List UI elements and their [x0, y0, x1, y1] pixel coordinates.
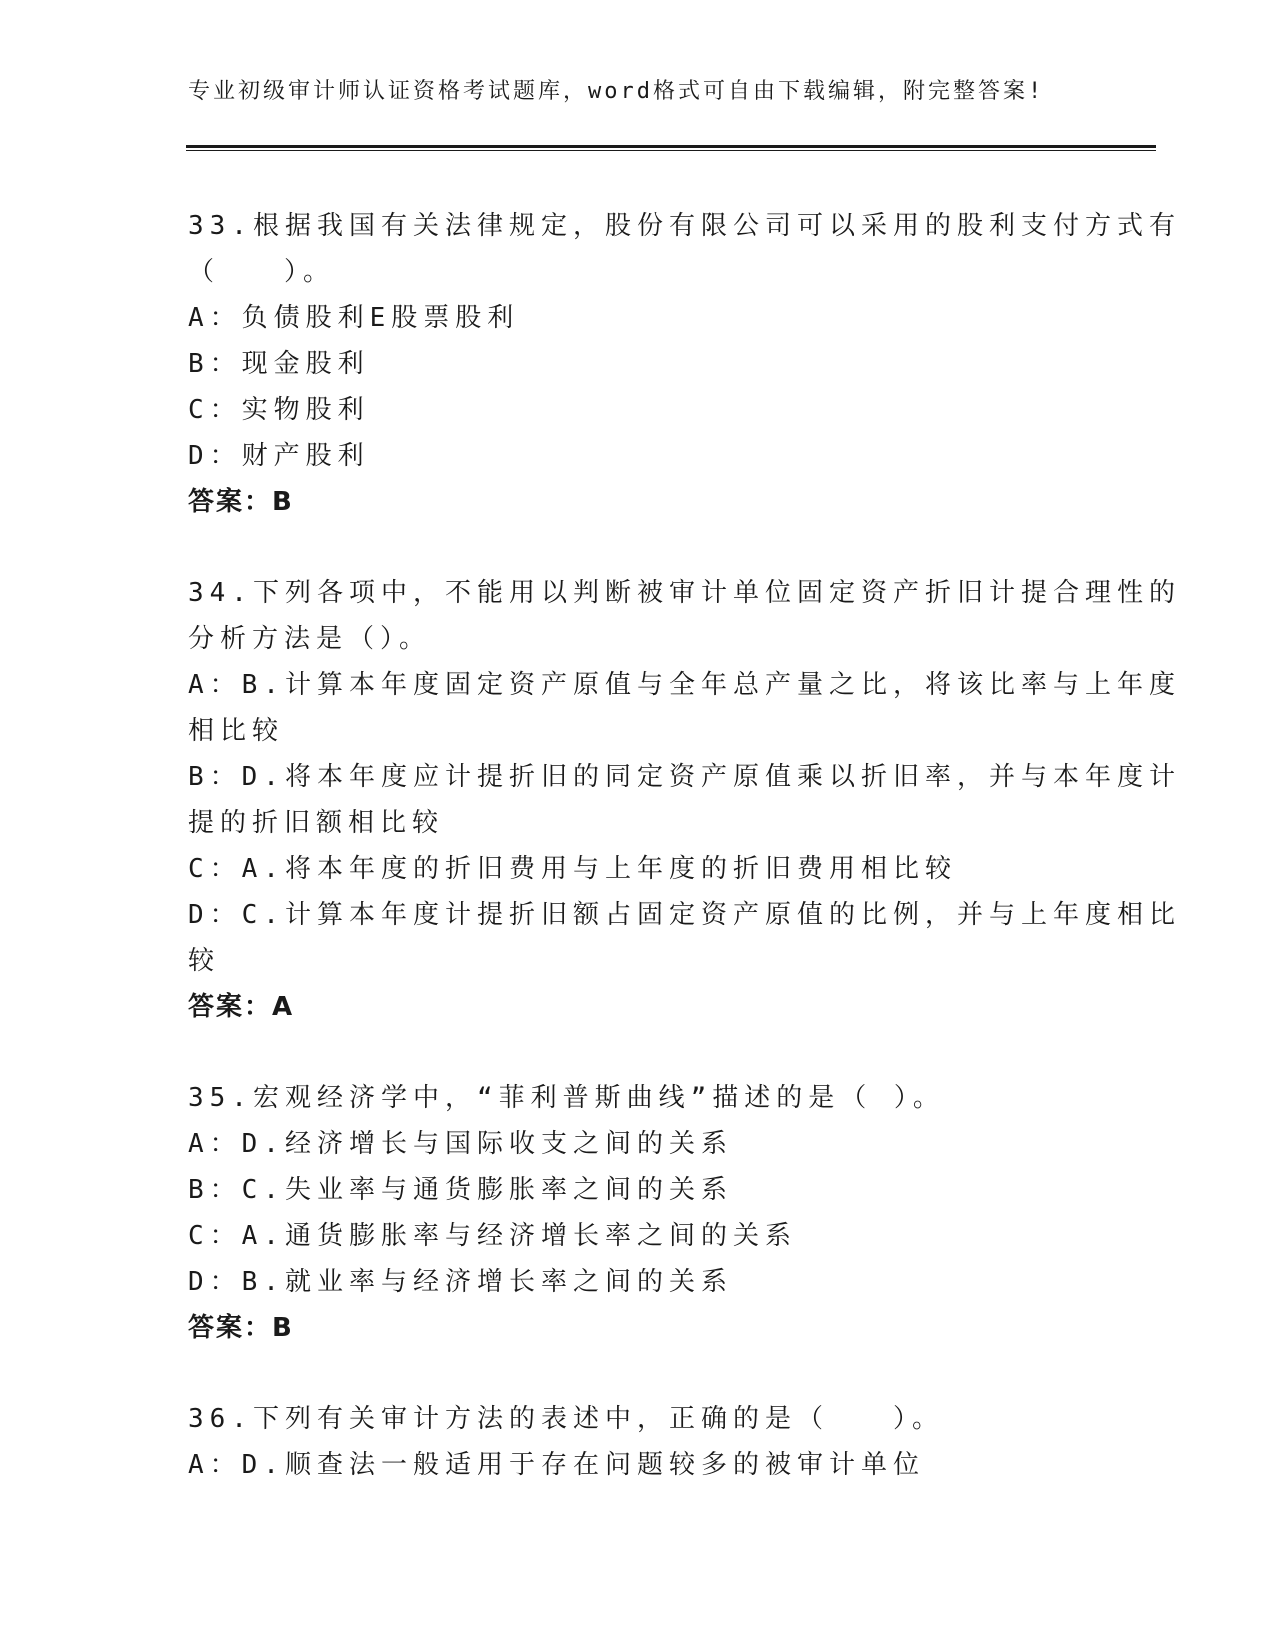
option-a-continued: 相比较 [188, 716, 285, 746]
header-divider-thin [186, 150, 1156, 151]
header-divider [186, 145, 1156, 151]
question-stem-line: 33.根据我国有关法律规定，股份有限公司可以采用的股利支付方式有 [188, 211, 1181, 241]
question-33 [188, 203, 1181, 525]
question-list [188, 203, 1181, 1533]
question-34 [188, 570, 1181, 1030]
answer-label: 答案：A [188, 992, 295, 1022]
header-divider-thick [186, 145, 1156, 148]
question-stem-line: 分析方法是（）。 [188, 624, 432, 654]
answer-label: 答案：B [188, 1313, 294, 1343]
option-a: A：B.计算本年度固定资产原值与全年总产量之比，将该比率与上年度 [188, 670, 1181, 700]
option-a: A：D.顺查法一般适用于存在问题较多的被审计单位 [188, 1450, 925, 1480]
question-stem-line: 34.下列各项中，不能用以判断被审计单位固定资产折旧计提合理性的 [188, 578, 1181, 608]
option-b-continued: 提的折旧额相比较 [188, 808, 445, 838]
option-d: D：财产股利 [188, 441, 370, 471]
option-b: B：D.将本年度应计提折旧的同定资产原值乘以折旧率，并与本年度计 [188, 762, 1181, 792]
option-c: C：A.通货膨胀率与经济增长率之间的关系 [188, 1221, 797, 1251]
option-b: B：C.失业率与通货膨胀率之间的关系 [188, 1175, 733, 1205]
answer-label: 答案：B [188, 487, 294, 517]
question-35 [188, 1075, 1088, 1351]
option-d-continued: 较 [188, 946, 221, 976]
question-stem-line: 36.下列有关审计方法的表述中，正确的是（ ）。 [188, 1404, 944, 1434]
option-a: A：负债股利E股票股利 [188, 303, 520, 333]
question-36 [188, 1396, 1088, 1488]
option-b: B：现金股利 [188, 349, 370, 379]
question-stem-line: 35.宏观经济学中，“菲利普斯曲线”描述的是（ ）。 [188, 1083, 945, 1113]
option-c: C：实物股利 [188, 395, 370, 425]
page-header-text: 专业初级审计师认证资格考试题库，word格式可自由下载编辑，附完整答案! [188, 79, 1045, 104]
option-d: D：B.就业率与经济增长率之间的关系 [188, 1267, 733, 1297]
question-stem-line: （ ）。 [188, 257, 336, 287]
option-d: D：C.计算本年度计提折旧额占固定资产原值的比例，并与上年度相比 [188, 900, 1181, 930]
option-a: A：D.经济增长与国际收支之间的关系 [188, 1129, 733, 1159]
option-c: C：A.将本年度的折旧费用与上年度的折旧费用相比较 [188, 854, 957, 884]
